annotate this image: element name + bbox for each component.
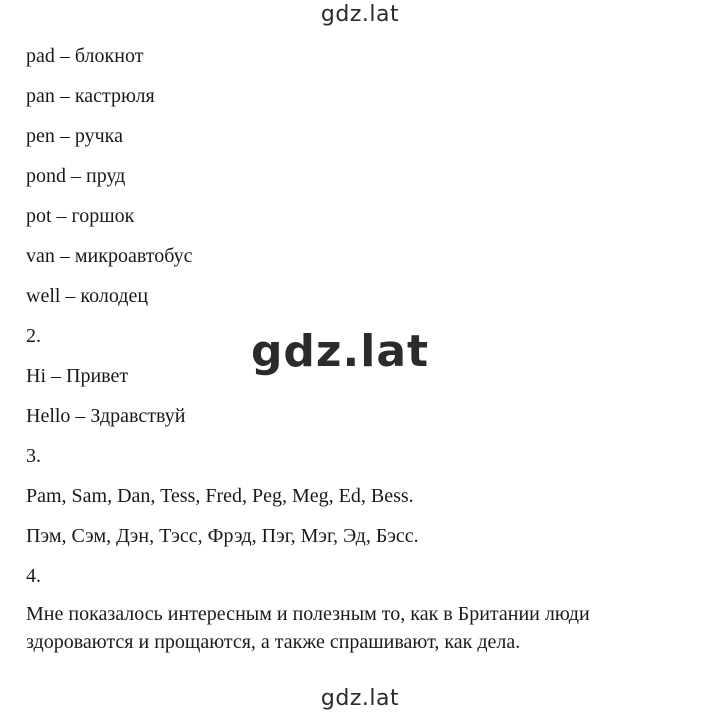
- vocab-line: pen – ручка: [26, 125, 123, 147]
- watermark-top: gdz.lat: [320, 2, 400, 27]
- vocab-line: well – колодец: [26, 285, 149, 307]
- watermark-bottom: gdz.lat: [320, 686, 400, 711]
- opinion-paragraph: Мне показалось интересным и полезным то, как в Британии люди здороваются и прощаются, а также спрашивают, как дела.: [26, 603, 590, 653]
- names-russian: Пэм, Сэм, Дэн, Тэсс, Фрэд, Пэг, Мэг, Эд, Бэсс.: [26, 525, 419, 547]
- section-number-3: 3.: [26, 445, 41, 467]
- vocab-line: pad – блокнот: [26, 45, 144, 67]
- names-english: Pam, Sam, Dan, Tess, Fred, Peg, Meg, Ed, Bess.: [26, 485, 414, 507]
- section-number-2: 2.: [26, 325, 41, 347]
- section-number-4: 4.: [26, 565, 41, 587]
- vocab-line: pot – горшок: [26, 205, 135, 227]
- watermark-center: gdz.lat: [250, 326, 430, 377]
- vocab-line: pan – кастрюля: [26, 85, 155, 107]
- vocab-line: pond – пруд: [26, 165, 126, 187]
- vocab-line: van – микроавтобус: [26, 245, 193, 267]
- greeting-line: Hello – Здравствуй: [26, 405, 186, 427]
- greeting-line: Hi – Привет: [26, 365, 129, 387]
